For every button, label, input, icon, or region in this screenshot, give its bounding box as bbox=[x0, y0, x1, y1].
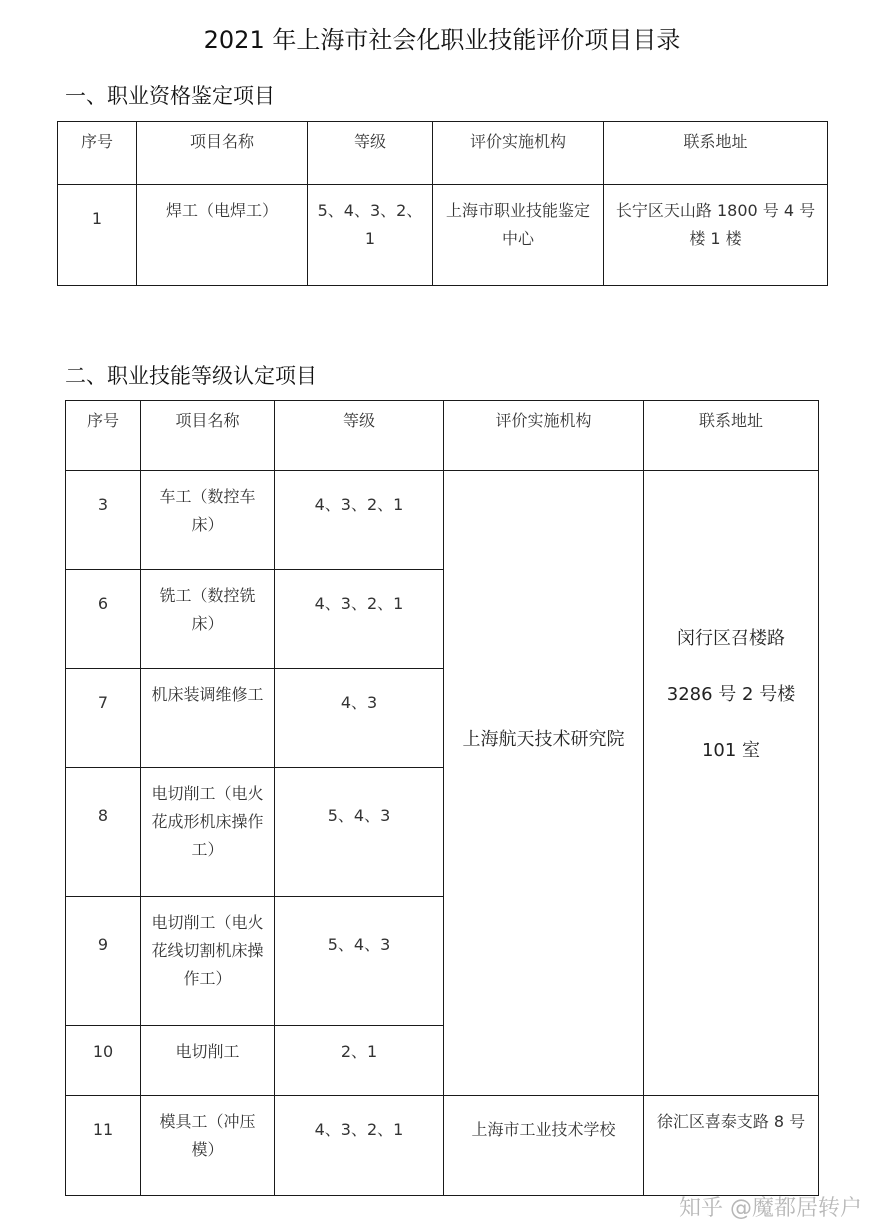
org: 上海市工业技术学校 bbox=[444, 1096, 644, 1196]
table-row bbox=[66, 471, 819, 570]
section2-table bbox=[65, 400, 819, 1196]
address: 长宁区天山路 1800 号 4 号楼 1 楼 bbox=[604, 185, 828, 286]
project-name: 机床装调维修工 bbox=[141, 669, 275, 768]
header-cell: 联系地址 bbox=[604, 122, 828, 185]
project-name: 铣工（数控铣床） bbox=[141, 570, 275, 669]
row-number: 11 bbox=[66, 1096, 141, 1196]
row-number: 1 bbox=[58, 185, 137, 286]
level: 4、3、2、1 bbox=[275, 570, 444, 669]
address: 徐汇区喜泰支路 8 号 bbox=[644, 1096, 819, 1196]
header-cell: 等级 bbox=[275, 401, 444, 471]
section1-heading: 一、职业资格鉴定项目 bbox=[65, 84, 275, 108]
row-number: 10 bbox=[66, 1026, 141, 1096]
address-line: 闵行区召楼路 bbox=[677, 628, 785, 649]
header-cell: 序号 bbox=[58, 122, 137, 185]
header-cell: 评价实施机构 bbox=[433, 122, 604, 185]
level: 5、4、3、2、1 bbox=[308, 185, 433, 286]
table-header-row bbox=[58, 122, 828, 185]
row-number: 7 bbox=[66, 669, 141, 768]
header-cell: 项目名称 bbox=[141, 401, 275, 471]
level: 4、3、2、1 bbox=[275, 471, 444, 570]
section1-table bbox=[57, 121, 828, 286]
project-name: 车工（数控车床） bbox=[141, 471, 275, 570]
level: 4、3、2、1 bbox=[275, 1096, 444, 1196]
table-row bbox=[66, 1096, 819, 1196]
header-cell: 等级 bbox=[308, 122, 433, 185]
table-row bbox=[58, 185, 828, 286]
watermark: 知乎 @魔都居转户 bbox=[679, 1196, 862, 1221]
group-address bbox=[644, 471, 819, 1096]
row-number: 3 bbox=[66, 471, 141, 570]
project-name: 电切削工（电火花成形机床操作工） bbox=[141, 768, 275, 897]
row-number: 8 bbox=[66, 768, 141, 897]
header-cell: 评价实施机构 bbox=[444, 401, 644, 471]
section2-heading: 二、职业技能等级认定项目 bbox=[65, 364, 317, 388]
level: 2、1 bbox=[275, 1026, 444, 1096]
header-cell: 项目名称 bbox=[137, 122, 308, 185]
project-name: 电切削工 bbox=[141, 1026, 275, 1096]
row-number: 9 bbox=[66, 897, 141, 1026]
address-line: 101 室 bbox=[701, 740, 761, 761]
address-line: 3286 号 2 号楼 bbox=[666, 684, 796, 705]
document-title: 2021 年上海市社会化职业技能评价项目目录 bbox=[203, 26, 681, 54]
project-name: 电切削工（电火花线切割机床操作工） bbox=[141, 897, 275, 1026]
header-cell: 联系地址 bbox=[644, 401, 819, 471]
level: 5、4、3 bbox=[275, 768, 444, 897]
header-cell: 序号 bbox=[66, 401, 141, 471]
row-number: 6 bbox=[66, 570, 141, 669]
level: 4、3 bbox=[275, 669, 444, 768]
table-header-row bbox=[66, 401, 819, 471]
org: 上海市职业技能鉴定中心 bbox=[433, 185, 604, 286]
group-org: 上海航天技术研究院 bbox=[444, 471, 644, 1096]
project-name: 焊工（电焊工） bbox=[137, 185, 308, 286]
project-name: 模具工（冲压模） bbox=[141, 1096, 275, 1196]
level: 5、4、3 bbox=[275, 897, 444, 1026]
